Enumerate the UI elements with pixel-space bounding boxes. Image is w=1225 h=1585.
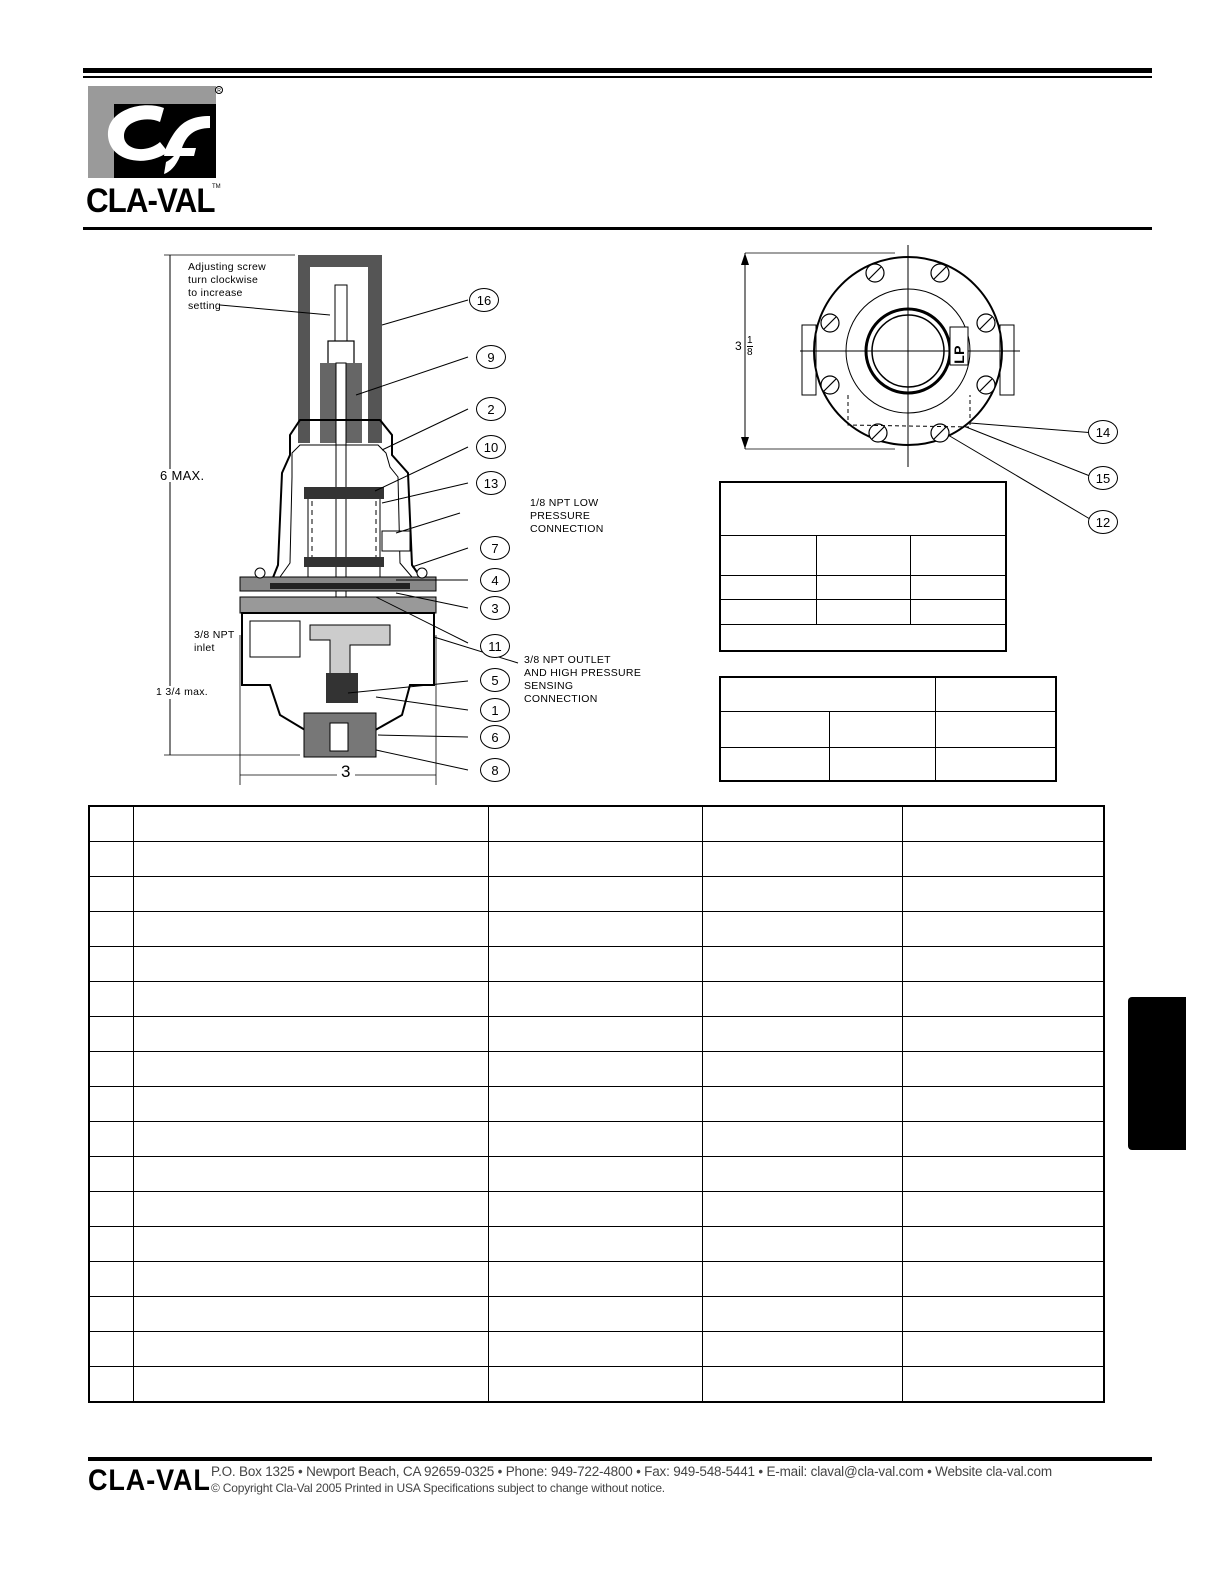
table-cell	[89, 1017, 134, 1052]
table-row	[89, 1297, 1104, 1332]
callout-13: 13	[476, 471, 506, 495]
table-row	[89, 842, 1104, 877]
table-cell	[902, 982, 1104, 1017]
table-row	[89, 982, 1104, 1017]
table-cell	[902, 912, 1104, 947]
top-view-dimension: 3	[735, 339, 742, 353]
table-cell	[902, 1017, 1104, 1052]
table-cell	[902, 877, 1104, 912]
table-cell	[703, 1332, 903, 1367]
footer-copyright: © Copyright Cla-Val 2005 Printed in USA Specifications subject to change without notice.	[211, 1481, 665, 1495]
table-row	[89, 1367, 1104, 1403]
header-rule-top-thin	[83, 76, 1152, 78]
table-cell	[89, 1192, 134, 1227]
table-cell	[703, 1017, 903, 1052]
table-cell	[703, 1262, 903, 1297]
table-row	[89, 912, 1104, 947]
table-cell	[902, 1157, 1104, 1192]
logo-mark-icon	[86, 86, 226, 186]
table-cell	[703, 877, 903, 912]
table-cell	[902, 1052, 1104, 1087]
table-cell	[488, 1332, 703, 1367]
brand-name: CLA-VAL	[86, 182, 215, 220]
callout-14: 14	[1088, 420, 1118, 444]
table-cell	[703, 1192, 903, 1227]
callout-4: 4	[480, 568, 510, 592]
table-cell	[89, 806, 134, 842]
width-label: 3	[337, 765, 355, 778]
table-cell	[488, 1017, 703, 1052]
table-cell	[134, 1192, 488, 1227]
table-row	[89, 1052, 1104, 1087]
table-cell	[134, 806, 488, 842]
callout-7: 7	[480, 536, 510, 560]
callout-8: 8	[480, 758, 510, 782]
table-cell	[89, 982, 134, 1017]
table-cell	[89, 947, 134, 982]
top-view-dimension-fraction: 1 8	[747, 335, 753, 358]
table-cell	[134, 1017, 488, 1052]
table-cell	[89, 1227, 134, 1262]
table-cell	[902, 1332, 1104, 1367]
table-cell	[89, 1367, 134, 1403]
header-rule-top	[83, 68, 1152, 73]
callout-5: 5	[480, 668, 510, 692]
table-cell	[703, 1122, 903, 1157]
table-row	[89, 806, 1104, 842]
spec-table-1	[719, 481, 1007, 652]
bottom-max-label: 1 3/4 max.	[156, 686, 209, 698]
table-cell	[488, 912, 703, 947]
callout-10: 10	[476, 435, 506, 459]
inlet-label: 3/8 NPT inlet	[194, 629, 235, 654]
callout-1: 1	[480, 698, 510, 722]
table-cell	[89, 1297, 134, 1332]
table-cell	[134, 1227, 488, 1262]
table-cell	[703, 1087, 903, 1122]
table-row	[89, 947, 1104, 982]
table-row	[89, 1227, 1104, 1262]
table-cell	[902, 1367, 1104, 1403]
table-cell	[902, 1227, 1104, 1262]
table-cell	[703, 1227, 903, 1262]
trademark-mark: TM	[212, 184, 221, 190]
table-cell	[703, 1157, 903, 1192]
outlet-label: 3/8 NPT OUTLET AND HIGH PRESSURE SENSING CONNECTION	[524, 654, 642, 705]
table-cell	[134, 912, 488, 947]
header-rule-bottom	[83, 227, 1152, 230]
table-cell	[488, 842, 703, 877]
table-cell	[703, 912, 903, 947]
table-cell	[902, 947, 1104, 982]
callout-11: 11	[480, 634, 510, 658]
table-row	[89, 1017, 1104, 1052]
table-cell	[134, 947, 488, 982]
table-cell	[89, 1262, 134, 1297]
table-cell	[134, 1087, 488, 1122]
table-cell	[902, 806, 1104, 842]
svg-text:R: R	[217, 88, 221, 94]
table-row	[89, 1192, 1104, 1227]
table-cell	[488, 1052, 703, 1087]
height-max-label: 6 MAX.	[160, 468, 205, 483]
callout-9: 9	[476, 345, 506, 369]
table-cell	[703, 982, 903, 1017]
table-cell	[89, 1332, 134, 1367]
table-cell	[488, 1297, 703, 1332]
table-cell	[703, 842, 903, 877]
table-cell	[89, 1157, 134, 1192]
table-row	[89, 877, 1104, 912]
table-row	[89, 1157, 1104, 1192]
table-cell	[488, 1262, 703, 1297]
parts-table	[88, 805, 1105, 1403]
callout-12: 12	[1088, 510, 1118, 534]
table-cell	[89, 1052, 134, 1087]
table-cell	[703, 1052, 903, 1087]
table-cell	[488, 982, 703, 1017]
table-cell	[488, 1192, 703, 1227]
table-cell	[134, 1367, 488, 1403]
adjusting-screw-label: Adjusting screw turn clockwise to increase setting	[188, 261, 267, 312]
table-cell	[488, 1087, 703, 1122]
table-cell	[488, 1157, 703, 1192]
callout-3: 3	[480, 596, 510, 620]
table-row	[89, 1087, 1104, 1122]
table-cell	[89, 877, 134, 912]
table-cell	[134, 982, 488, 1017]
table-cell	[488, 806, 703, 842]
table-cell	[703, 947, 903, 982]
table-row	[89, 1122, 1104, 1157]
table-cell	[902, 842, 1104, 877]
table-cell	[902, 1297, 1104, 1332]
table-cell	[89, 1087, 134, 1122]
brand-logo	[86, 86, 226, 221]
table-row	[89, 1262, 1104, 1297]
table-cell	[89, 1122, 134, 1157]
footer-brand: CLA-VAL	[88, 1464, 211, 1497]
table-cell	[902, 1262, 1104, 1297]
table-cell	[488, 1367, 703, 1403]
table-cell	[89, 912, 134, 947]
table-cell	[703, 1297, 903, 1332]
table-cell	[134, 1122, 488, 1157]
table-cell	[902, 1192, 1104, 1227]
table-cell	[488, 877, 703, 912]
table-cell	[134, 842, 488, 877]
table-cell	[902, 1122, 1104, 1157]
table-cell	[134, 1052, 488, 1087]
table-cell	[703, 1367, 903, 1403]
table-cell	[703, 806, 903, 842]
table-cell	[134, 1262, 488, 1297]
table-cell	[134, 877, 488, 912]
callout-16: 16	[469, 288, 499, 312]
table-cell	[89, 842, 134, 877]
table-cell	[488, 947, 703, 982]
callout-2: 2	[476, 397, 506, 421]
table-cell	[488, 1227, 703, 1262]
table-row	[89, 1332, 1104, 1367]
lp-marking: LP	[950, 345, 967, 364]
table-cell	[134, 1297, 488, 1332]
footer-contact: P.O. Box 1325 • Newport Beach, CA 92659-0325 • Phone: 949-722-4800 • Fax: 949-548-5441 • E-mail: claval@cla-val.com • Website cla-val.com	[211, 1464, 1052, 1479]
spec-table-2	[719, 676, 1057, 782]
table-cell	[902, 1087, 1104, 1122]
callout-6: 6	[480, 725, 510, 749]
low-pressure-label: 1/8 NPT LOW PRESSURE CONNECTION	[530, 497, 604, 535]
footer-rule	[88, 1457, 1152, 1461]
table-cell	[134, 1332, 488, 1367]
callout-15: 15	[1088, 466, 1118, 490]
table-cell	[134, 1157, 488, 1192]
section-tab	[1128, 997, 1186, 1150]
table-cell	[488, 1122, 703, 1157]
